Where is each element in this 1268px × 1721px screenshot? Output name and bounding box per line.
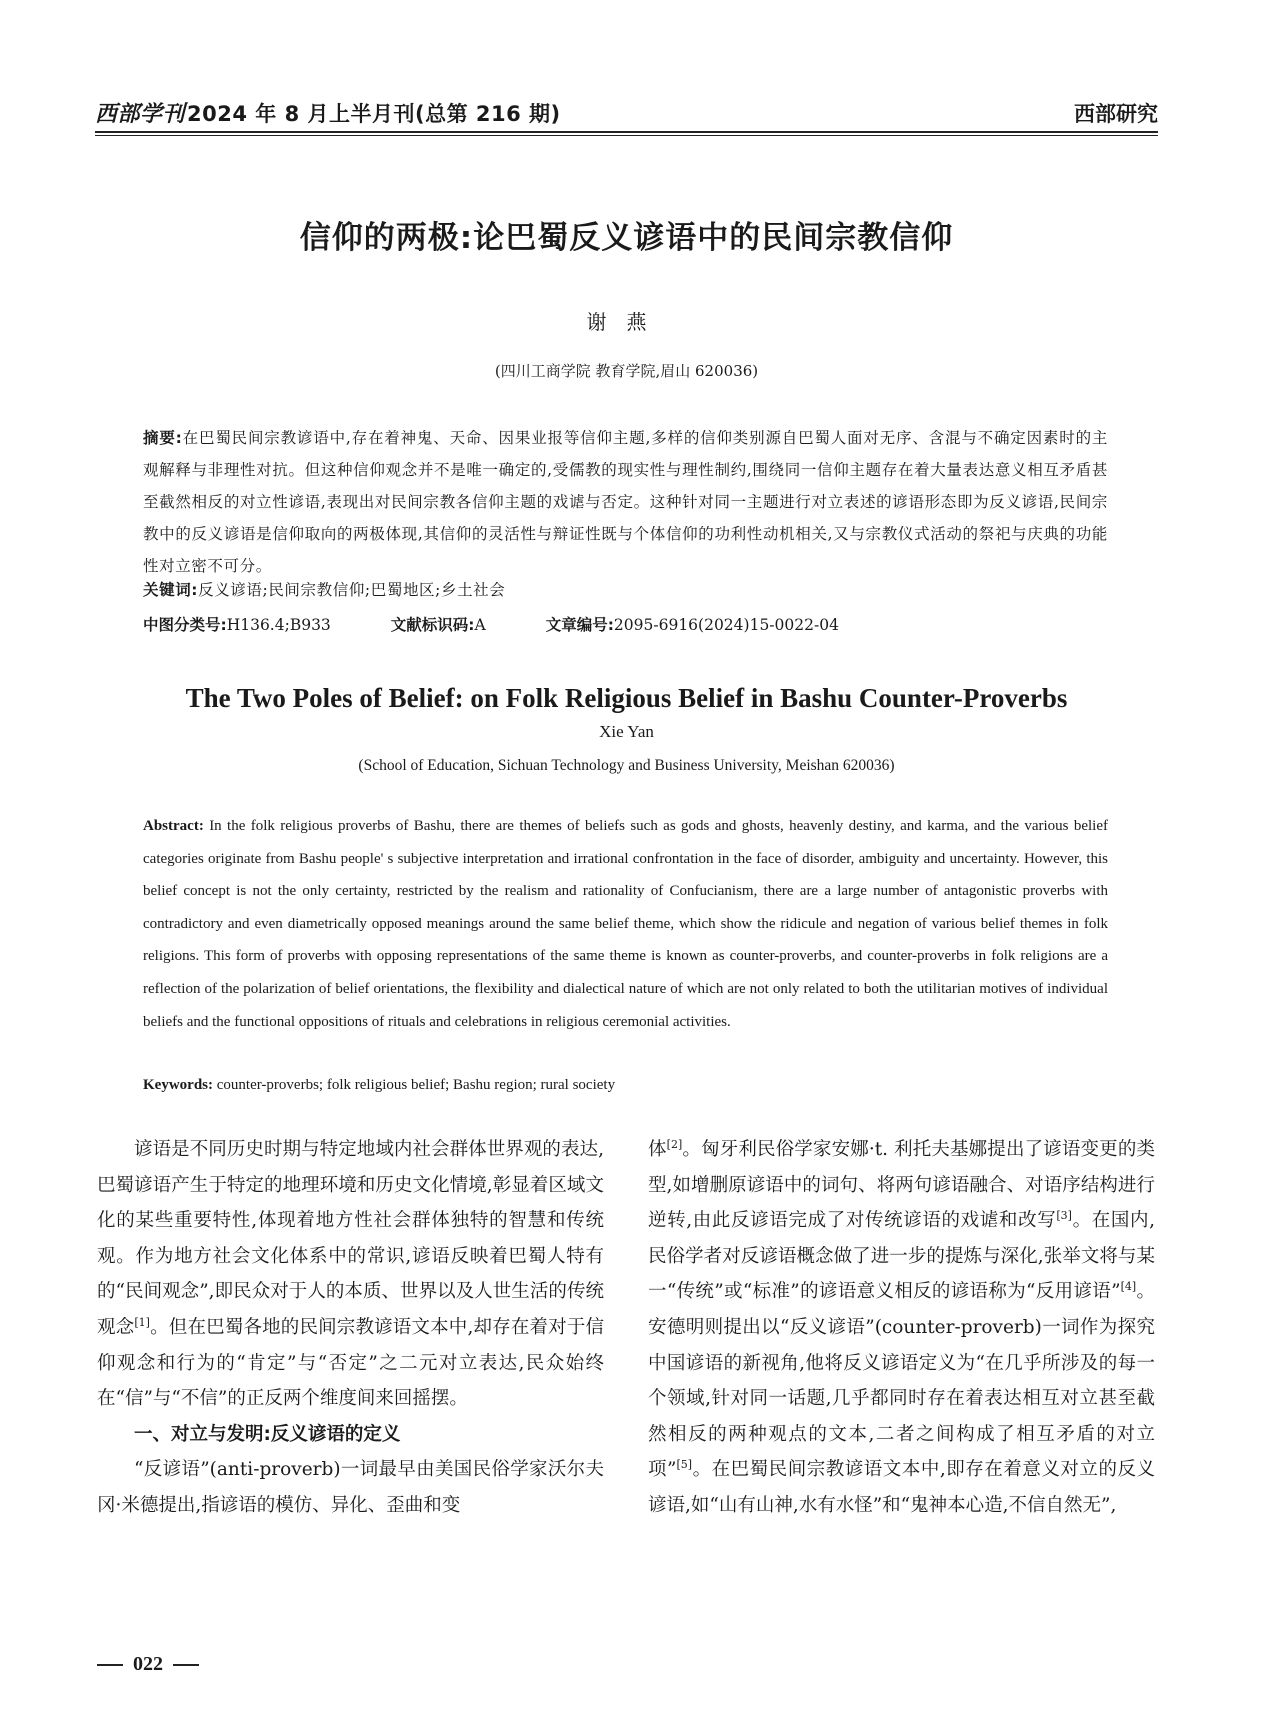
citation-ref: [3] <box>1056 1209 1072 1223</box>
author-name-english: Xie Yan <box>599 722 654 741</box>
affiliation-english: (School of Education, Sichuan Technology and Business University, Meishan 620036) <box>358 757 895 774</box>
body-paragraph: 体[2]。匈牙利民俗学家安娜·t. 利托夫基娜提出了谚语变更的类型,如增删原谚语中的词句、将两句谚语融合、对语序结构进行逆转,由此反谚语完成了对传统谚语的戏谑和改写[3]。在国内,民俗学者对反谚语概念做了进一步的提炼与深化,张举文将与某一“传统”或“标准”的谚语意义相反的谚语称为“反用谚语”[4]。安德明则提出以“反义谚语”(counter-proverb)一词作为探究中国谚语的新视角,他将反义谚语定义为“在几乎所涉及的每一个领域,针对同一话题,几乎都同时存在着表达相互对立甚至截然相反的两种观点的文本,二者之间构成了相互矛盾的对立项”[5]。在巴蜀民间宗教谚语文本中,即存在着意义对立的反义谚语,如“山有山神,水有水怪”和“鬼神本心造,不信自然无”, <box>648 1137 1155 1516</box>
keywords-english <box>143 1077 1108 1094</box>
abstract-english <box>143 810 1108 1038</box>
running-header <box>95 88 1158 128</box>
keywords-en-text: counter-proverbs; folk religious belief; Bashu region; rural society <box>216 1077 616 1093</box>
affiliation: (四川工商学院 教育学院,眉山 620036) <box>494 362 759 380</box>
section-heading: 一、对立与发明:反义谚语的定义 <box>134 1423 401 1445</box>
page-number: 022 <box>97 1653 199 1676</box>
citation-ref: [4] <box>1120 1280 1137 1294</box>
abstract-label: 摘要: <box>143 429 183 447</box>
author-name: 谢燕 <box>586 310 667 334</box>
abstract-en-text: In the folk religious proverbs of Bashu, there are themes of beliefs such as gods and ghosts, heavenly destiny, and karma, and the various belief categories originate from Bashu people' s subjective interpretation and irrational confrontation in the face of disorder, ambiguity and uncertainty. However, this belief concept is not the only certainty, restricted by the realism and rationality of Confucianism, there are a large number of antagonistic proverbs with contradictory and even diametrically opposed meanings around the same belief theme, which show the ridicule and negation of various belief themes in folk religions. This form of proverbs with opposing representations of the same theme is known as counter-proverbs, and counter-proverbs in folk religions are a reflection of the polarization of belief orientations, the flexibility and dialectical nature of which are not only related to both the utilitarian motives of individual beliefs and the functional oppositions of rituals and celebrations in religious ceremonial activities. <box>143 818 1108 1030</box>
body-paragraph: 谚语是不同历史时期与特定地域内社会群体世界观的表达,巴蜀谚语产生于特定的地理环境和历史文化情境,彰显着区域文化的某些重要特性,体现着地方性社会群体独特的智慧和传统观。作为地方社会文化体系中的常识,谚语反映着巴蜀人特有的“民间观念”,即民众对于人的本质、世界以及人世生活的传统观念[1]。但在巴蜀各地的民间宗教谚语文本中,却存在着对于信仰观念和行为的“肯定”与“否定”之二元对立表达,民众始终在“信”与“不信”的正反两个维度间来回摇摆。 <box>97 1139 604 1410</box>
abstract-chinese <box>143 422 1108 582</box>
issue-info: 2024 年 8 月上半月刊(总第 216 期) <box>187 102 561 126</box>
keywords-en-label: Keywords: <box>143 1077 213 1093</box>
paper-title: 信仰的两极:论巴蜀反义谚语中的民间宗教信仰 <box>299 220 954 256</box>
keywords-label: 关键词: <box>143 581 199 599</box>
section-name: 西部研究 <box>1074 102 1158 126</box>
journal-issue <box>95 97 561 128</box>
citation-ref: [2] <box>666 1137 683 1151</box>
document-code: 文献标识码:A <box>390 616 486 634</box>
keywords-text: 反义谚语;民间宗教信仰;巴蜀地区;乡土社会 <box>198 581 506 599</box>
citation-ref: [1] <box>134 1315 150 1329</box>
citation-ref: [5] <box>676 1458 693 1472</box>
abstract-text: 在巴蜀民间宗教谚语中,存在着神鬼、天命、因果业报等信仰主题,多样的信仰类别源自巴蜀人面对无序、含混与不确定因素时的主观解释与非理性对抗。但这种信仰观念并不是唯一确定的,受儒教的现实性与理性制约,围绕同一信仰主题存在着大量表达意义相互矛盾甚至截然相反的对立性谚语,表现出对民间宗教各信仰主题的戏谑与否定。这种针对同一主题进行对立表述的谚语形态即为反义谚语,民间宗教中的反义谚语是信仰取向的两极体现,其信仰的灵活性与辩证性既与个体信仰的功利性动机相关,又与宗教仪式活动的祭祀与庆典的功能性对立密不可分。 <box>143 429 1108 575</box>
body-column-left <box>97 1132 604 1524</box>
keywords-chinese <box>143 578 1108 600</box>
body-paragraph: “反谚语”(anti-proverb)一词最早由美国民俗学家沃尔夫冈·米德提出,指谚语的模仿、异化、歪曲和变 <box>97 1459 604 1516</box>
classification-line <box>143 613 1108 635</box>
article-number: 文章编号:2095-6916(2024)15-0022-04 <box>545 616 839 634</box>
journal-logo: 西部学刊 <box>95 101 186 127</box>
clc-code: 中图分类号:H136.4;B933 <box>143 616 331 634</box>
paper-title-english: The Two Poles of Belief: on Folk Religious Belief in Bashu Counter-Proverbs <box>185 683 1068 713</box>
header-rule-thin <box>95 135 1158 136</box>
header-rule <box>95 131 1158 133</box>
body-column-right <box>648 1132 1155 1524</box>
abstract-en-label: Abstract: <box>143 818 204 834</box>
